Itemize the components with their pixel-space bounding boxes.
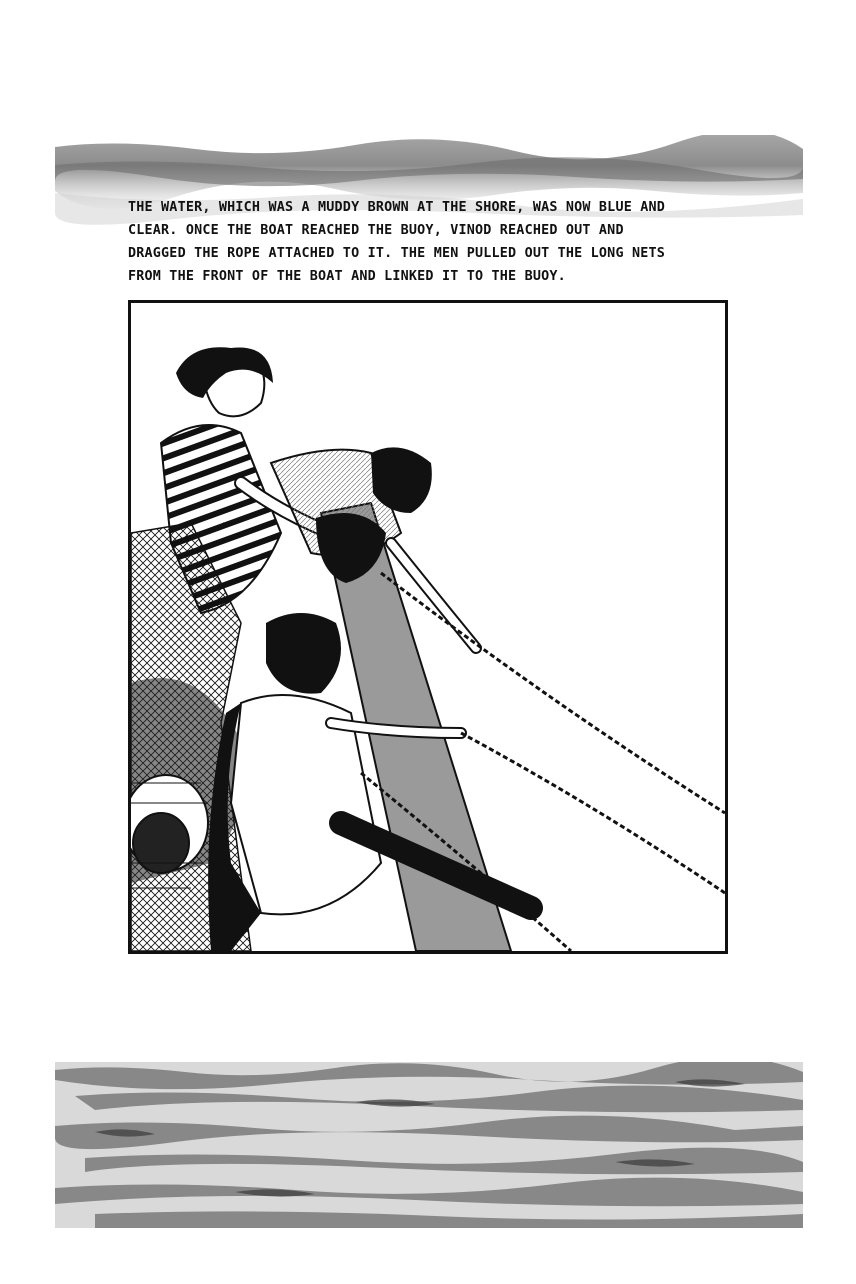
caption-line-3: DRAGGED THE ROPE ATTACHED TO IT. THE MEN PULLED OUT THE LONG NETS [128,246,666,261]
ink-wash-water [55,1062,803,1228]
panel-illustration [131,303,725,951]
caption-line-4: FROM THE FRONT OF THE BOAT AND LINKED IT TO THE BUOY. [128,269,566,284]
comic-panel [128,300,728,954]
caption-box [128,196,728,288]
caption-line-1: THE WATER, WHICH WAS A MUDDY BROWN AT THE SHORE, WAS NOW BLUE AND [128,200,666,215]
caption-line-2: CLEAR. ONCE THE BOAT REACHED THE BUOY, VINOD REACHED OUT AND [128,223,624,238]
